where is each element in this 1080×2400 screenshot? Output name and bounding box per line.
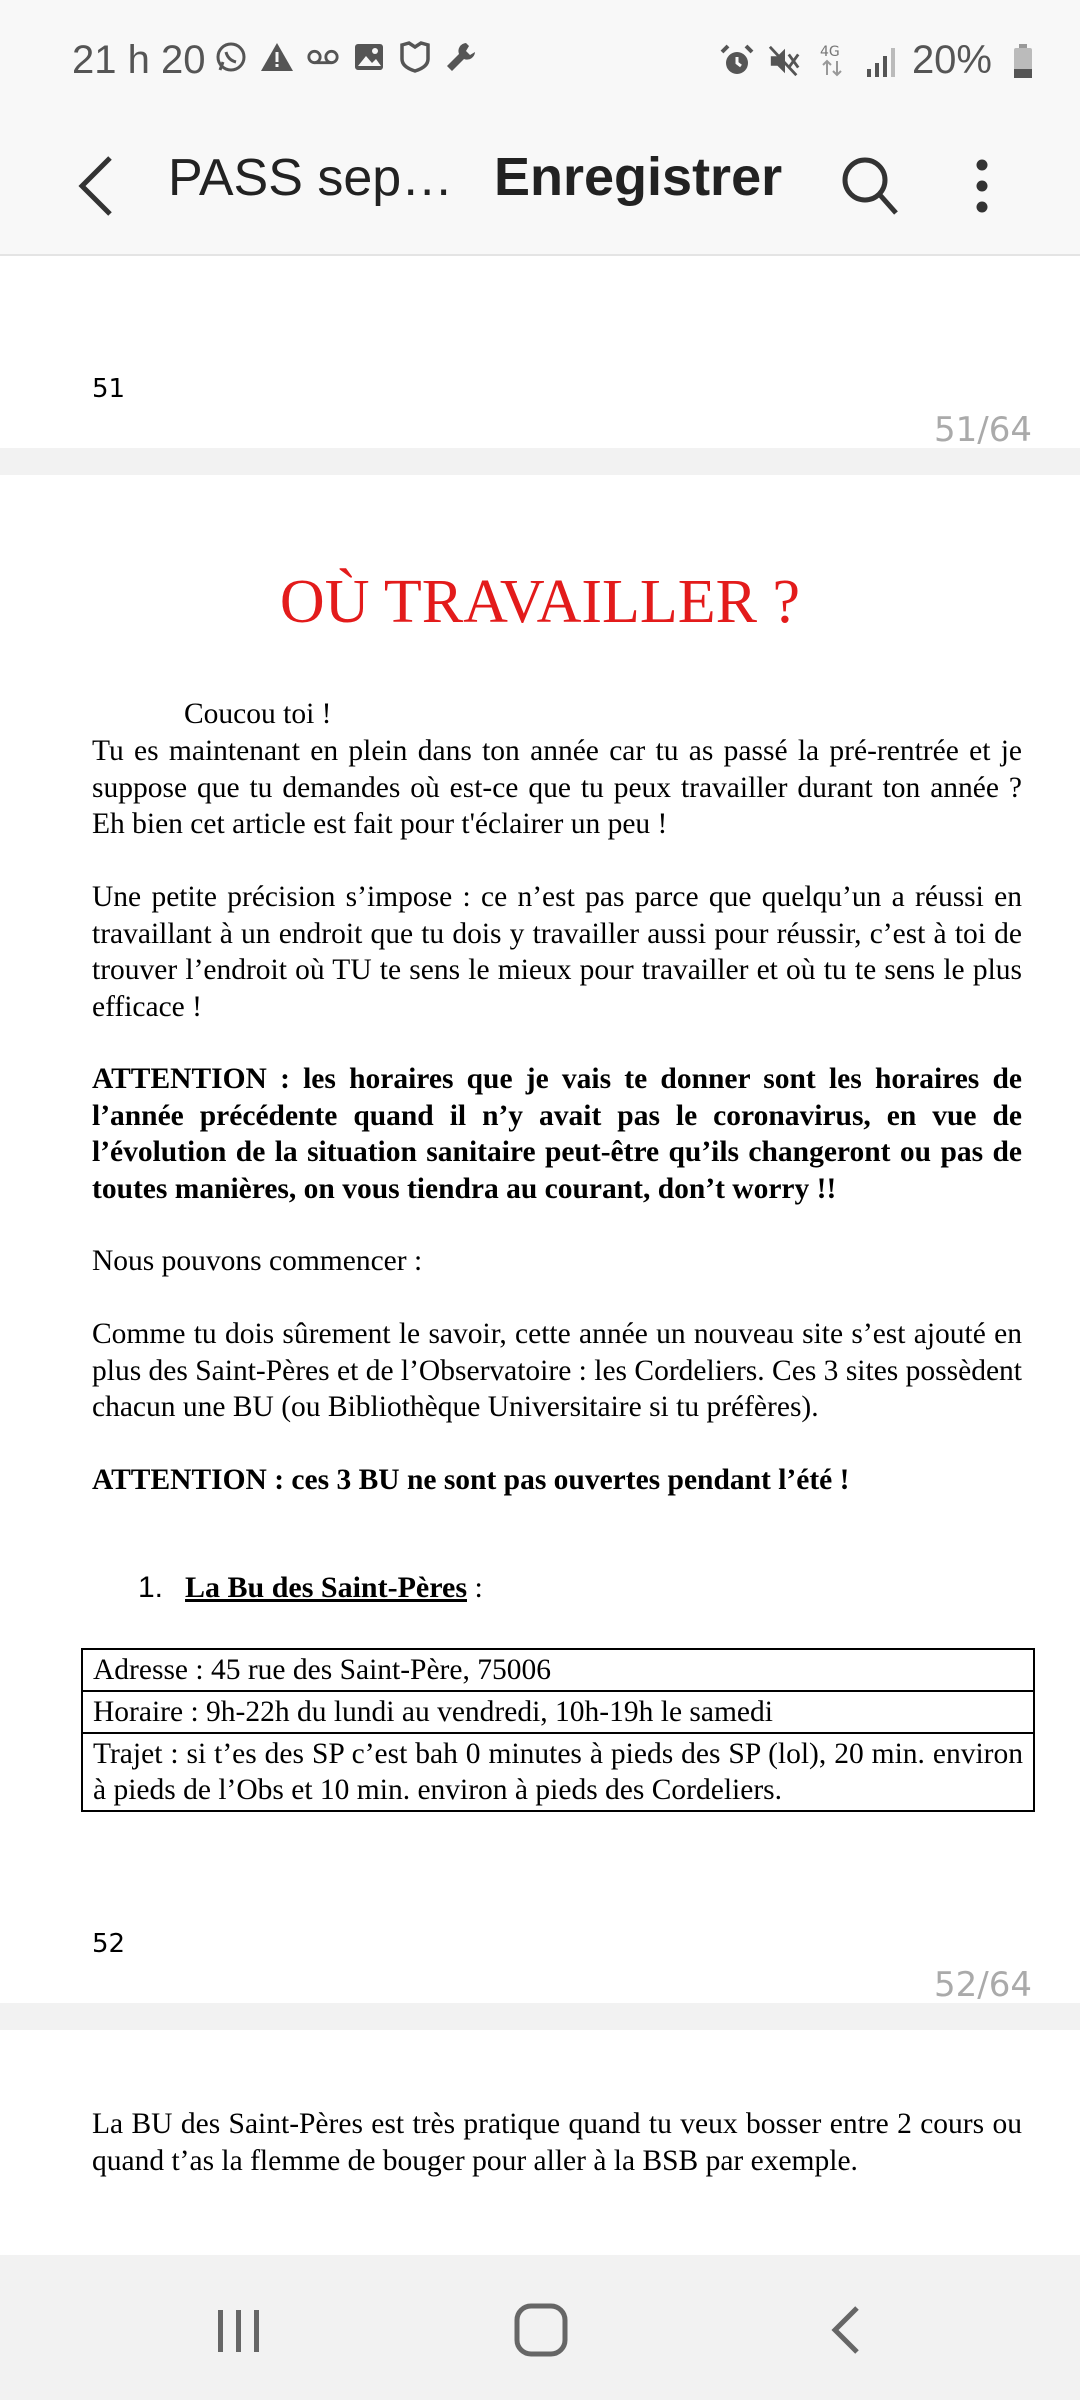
list-item <box>138 1571 483 1605</box>
page-indicator: 52/64 <box>934 1965 1032 2005</box>
document-page-51 <box>0 256 1080 448</box>
battery-icon <box>1006 42 1040 80</box>
page-indicator: 51/64 <box>934 410 1032 450</box>
table-row <box>82 1691 1034 1733</box>
greeting-text: Coucou toi ! <box>184 698 332 730</box>
back-icon <box>827 2304 863 2356</box>
notification-icons <box>214 38 478 76</box>
table-cell: Adresse : 45 rue des Saint-Père, 75006 <box>82 1649 1034 1691</box>
more-options-button[interactable] <box>950 144 1014 228</box>
page-heading: OÙ TRAVAILLER ? <box>279 568 801 636</box>
save-button[interactable]: Enregistrer <box>494 147 783 207</box>
paragraph: La BU des Saint-Pères est très pratique quand tu veux bosser entre 2 cours ou quand t’as la flemme de bouger pour aller à la BSB par exemple. <box>92 2108 1022 2177</box>
status-bar <box>0 0 1080 120</box>
warning-paragraph: ATTENTION : ces 3 BU ne sont pas ouvertes pendant l’été ! <box>92 1464 850 1496</box>
home-button[interactable] <box>496 2295 586 2365</box>
voicemail-icon <box>306 38 340 76</box>
document-page-52 <box>0 475 1080 2003</box>
status-time: 21 h 20 <box>72 38 206 82</box>
recent-apps-button[interactable] <box>194 2295 284 2365</box>
recent-apps-icon <box>214 2306 264 2354</box>
whatsapp-icon <box>214 38 248 76</box>
document-page-53 <box>0 2030 1080 2255</box>
list-number: 1. <box>138 1571 164 1604</box>
warning-icon <box>260 38 294 76</box>
home-icon <box>513 2302 569 2358</box>
info-table <box>81 1648 1035 1812</box>
paragraph: Une petite précision s’impose : ce n’est pas parce que quelqu’un a réussi en travaillant à un endroit que tu dois y travailler aussi pour réussir, c’est à toi de trouver l’endroit où TU te sens le mieux pour travailler et où tu te sens le plus efficace ! <box>92 881 1022 1023</box>
nav-back-button[interactable] <box>800 2295 890 2365</box>
signal-icon <box>864 42 898 80</box>
list-title: La Bu des Saint-Pères <box>185 1571 467 1604</box>
list-suffix: : <box>467 1571 483 1604</box>
navigation-bar <box>0 2255 1080 2400</box>
app-bar <box>0 120 1080 256</box>
search-button[interactable] <box>830 144 910 228</box>
wrench-icon <box>444 38 478 76</box>
shield-icon <box>398 38 432 76</box>
paragraph: Tu es maintenant en plein dans ton année car tu as passé la pré-rentrée et je suppose que tu demandes où est-ce que tu peux travailler durant ton année ? Eh bien cet article est fait pour t'éclairer un peu ! <box>92 735 1022 840</box>
mute-icon <box>768 42 802 80</box>
chevron-left-icon <box>76 154 116 218</box>
document-title: PASS sep… <box>168 149 454 207</box>
alarm-icon <box>720 42 754 80</box>
more-vertical-icon <box>975 158 989 214</box>
svg-text:4G: 4G <box>819 43 840 60</box>
table-cell: Horaire : 9h-22h du lundi au vendredi, 10h-19h le samedi <box>82 1691 1034 1733</box>
battery-percent: 20% <box>911 38 992 82</box>
system-icons <box>720 38 1040 83</box>
page-number: 52 <box>92 1929 126 1959</box>
image-icon <box>352 38 386 76</box>
back-button[interactable] <box>64 146 128 226</box>
table-cell: Trajet : si t’es des SP c’est bah 0 minutes à pieds des SP (lol), 20 min. environ à pieds de l’Obs et 10 min. environ à pieds des Cordeliers. <box>82 1733 1034 1811</box>
table-row <box>82 1649 1034 1691</box>
table-row <box>82 1733 1034 1811</box>
paragraph: Comme tu dois sûrement le savoir, cette année un nouveau site s’est ajouté en plus des Saint-Pères et de l’Observatoire : les Cordeliers. Ces 3 sites possèdent chacun une BU (ou Bibliothèque Universitaire si tu préfères). <box>92 1318 1022 1423</box>
network-4g-icon <box>816 42 850 80</box>
warning-paragraph: ATTENTION : les horaires que je vais te donner sont les horaires de l’année précédente quand il n’y avait pas le coronavirus, en vue de l’évolution de la situation sanitaire peut-être qu’ils changeront ou pas de toutes manières, on vous tiendra au courant, don’t worry !! <box>92 1063 1022 1205</box>
page-number: 51 <box>92 374 126 404</box>
paragraph: Nous pouvons commencer : <box>92 1245 423 1277</box>
search-icon <box>840 155 900 217</box>
